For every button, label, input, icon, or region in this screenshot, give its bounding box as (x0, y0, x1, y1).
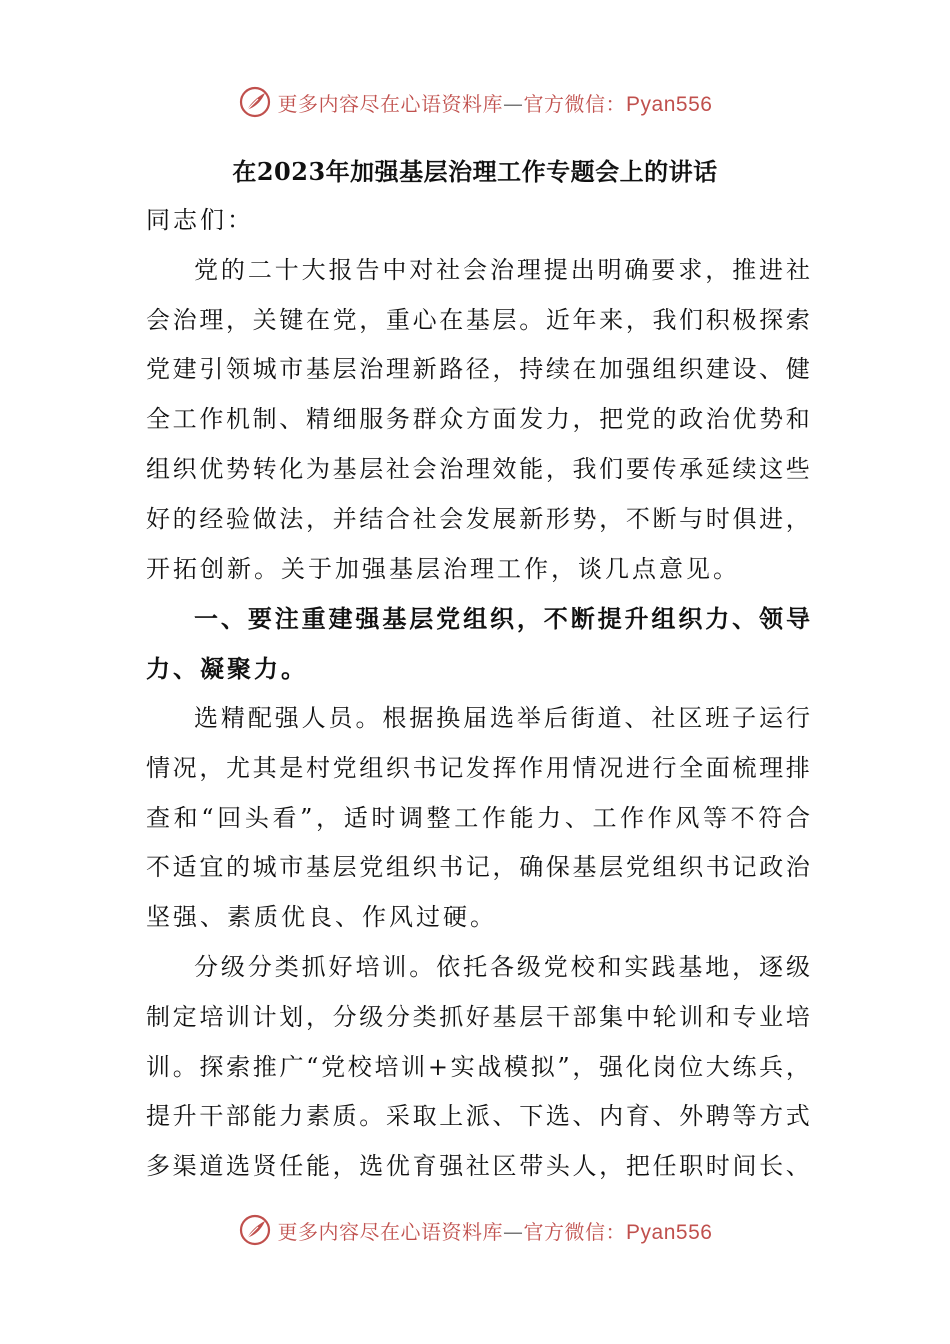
text-line: 党 的 二 十 大 报 告 中 对 社 会 治 理 提 出 明 确 要 求 ， 推 进 社 (194, 255, 810, 284)
text-line: 查 和 “ 回 头 看 ” ， 适 时 调 整 工 作 能 力 、 工 作 作 风 等 不 符 合 (146, 803, 810, 832)
watermark-separator: — (503, 91, 524, 116)
document-title: 在2023年加强基层治理工作专题会上的讲话 (232, 157, 718, 186)
watermark-official-label: 官方微信： (523, 91, 627, 116)
text-line: 同志们： (146, 206, 254, 234)
text-line: 不 适 宜 的 城 市 基 层 党 组 织 书 记 ， 确 保 基 层 党 组 织 书 记 政 治 (146, 853, 810, 882)
text-line: 选 精 配 强 人 员 。 根 据 换 届 选 举 后 街 道 、 社 区 班 子 运 行 (194, 703, 810, 732)
feather-pen-logo-icon (238, 85, 272, 119)
text-line: 全 工 作 机 制 、 精 细 服 务 群 众 方 面 发 力 ， 把 党 的 政 治 优 势 和 (146, 405, 810, 434)
watermark-brand: 更多内容尽在心语资料库 (277, 1219, 504, 1244)
text-line: 制 定 培 训 计 划 ， 分 级 分 类 抓 好 基 层 干 部 集 中 轮 训 和 专 业 培 (146, 1002, 810, 1031)
watermark-text (278, 88, 713, 117)
text-line: 力、凝聚力。 (146, 654, 308, 684)
text-line: 开拓创新。关于加强基层治理工作，谈几点意见。 (146, 554, 740, 583)
text-line: 一 、 要 注 重 建 强 基 层 党 组 织 ， 不 断 提 升 组 织 力 、 领 导 (194, 604, 810, 634)
watermark-wechat-id: Pyan556 (626, 92, 713, 116)
text-line: 党 建 引 领 城 市 基 层 治 理 新 路 径 ， 持 续 在 加 强 组 织 建 设 、 健 (146, 355, 810, 384)
watermark-brand: 更多内容尽在心语资料库 (277, 91, 504, 116)
text-line: 好 的 经 验 做 法 ， 并 结 合 社 会 发 展 新 形 势 ， 不 断 与 时 俱 进 ， (146, 504, 810, 533)
text-line: 多 渠 道 选 贤 任 能 ， 选 优 育 强 社 区 带 头 人 ， 把 任 职 时 间 长 、 (146, 1152, 810, 1181)
watermark-wechat-id: Pyan556 (626, 1220, 713, 1244)
watermark-separator: — (503, 1219, 524, 1244)
watermark-text (278, 1216, 713, 1245)
watermark-footer (0, 1210, 950, 1250)
watermark-header (0, 82, 950, 122)
text-line: 组 织 优 势 转 化 为 基 层 社 会 治 理 效 能 ， 我 们 要 传 承 延 续 这 些 (146, 454, 810, 483)
text-line: 提 升 干 部 能 力 素 质 。 采 取 上 派 、 下 选 、 内 育 、 外 聘 等 方 式 (146, 1102, 810, 1131)
text-line: 情 况 ， 尤 其 是 村 党 组 织 书 记 发 挥 作 用 情 况 进 行 全 面 梳 理 排 (146, 753, 810, 782)
watermark-official-label: 官方微信： (523, 1219, 627, 1244)
text-line: 会 治 理 ， 关 键 在 党 ， 重 心 在 基 层 。 近 年 来 ， 我 们 积 极 探 索 (146, 305, 810, 334)
text-line: 分 级 分 类 抓 好 培 训 。 依 托 各 级 党 校 和 实 践 基 地 ， 逐 级 (194, 952, 810, 981)
feather-pen-logo-icon (238, 1213, 272, 1247)
text-line: 训 。 探 索 推 广 “ 党 校 培 训 + 实 战 模 拟 ” ， 强 化 岗 位 大 练 兵 ， (146, 1052, 810, 1081)
speech-body (146, 196, 810, 1192)
text-line: 坚强、素质优良、作风过硬。 (146, 903, 497, 932)
